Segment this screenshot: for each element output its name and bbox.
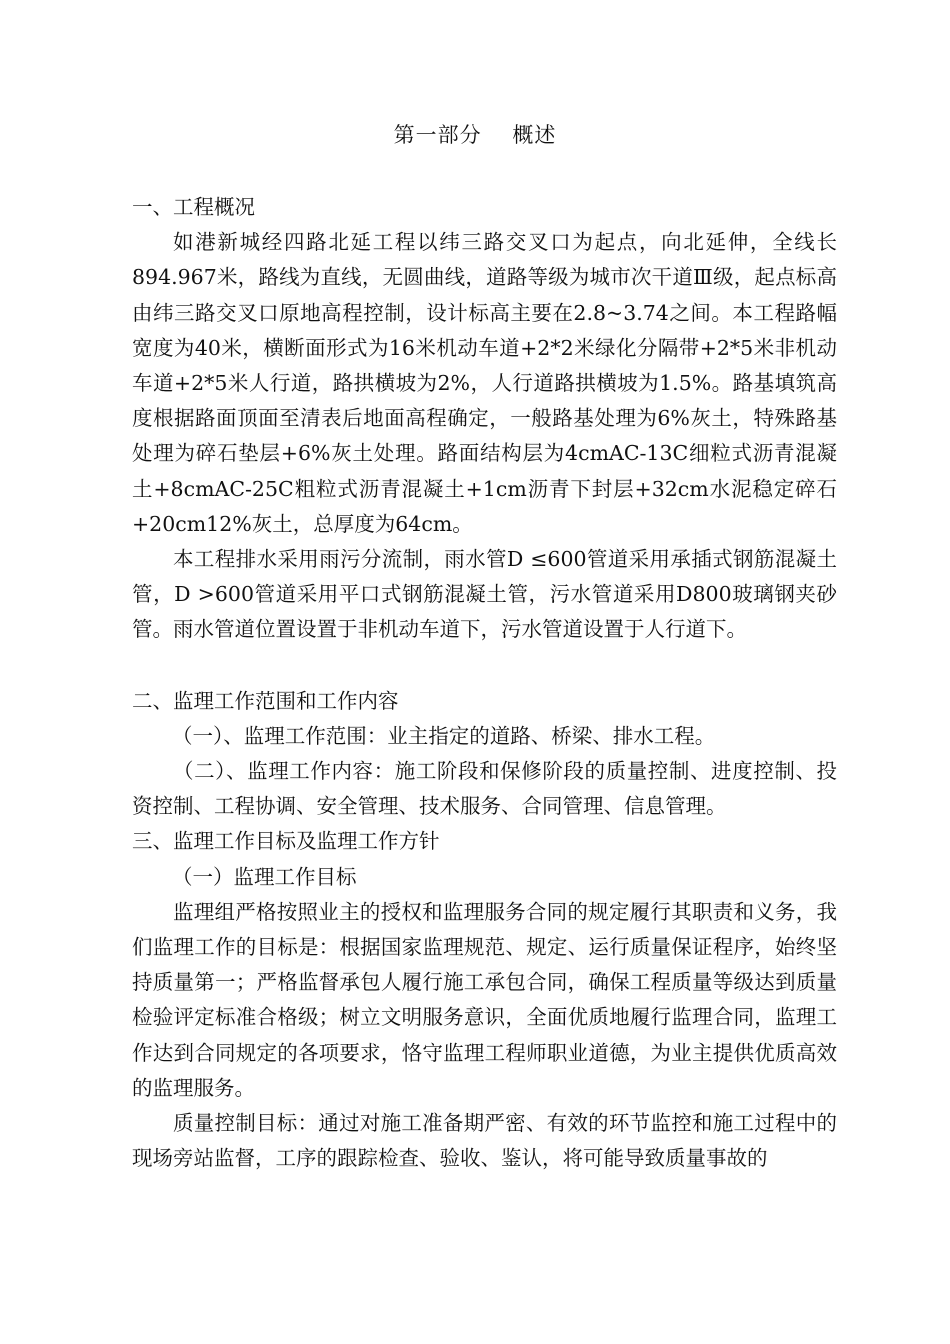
section-heading-scope: 二、监理工作范围和工作内容 bbox=[132, 688, 399, 713]
paragraph-goals: 监理组严格按照业主的授权和监理服务合同的规定履行其职责和义务，我们监理工作的目标是：根据国家监理规范、规定、运行质量保证程序，始终坚持质量第一；严格监督承包人履行施工承包合同，确保工程质量等级达到质量检验评定标准合格级；树立文明服务意识，全面优质地履行监理合同，监理工作达到合同规定的各项要求，恪守监理工程师职业道德，为业主提供优质高效的监理服务。 bbox=[132, 899, 837, 1100]
paragraph-quality-control: 质量控制目标：通过对施工准备期严密、有效的环节监控和施工过程中的现场旁站监督，工序的跟踪检查、验收、鉴认，将可能导致质量事故的 bbox=[132, 1111, 837, 1171]
scope-item-range: （一）、监理工作范围：业主指定的道路、桥梁、排水工程。 bbox=[172, 723, 716, 748]
section-spacer bbox=[132, 648, 837, 684]
section-heading-goals: 三、监理工作目标及监理工作方针 bbox=[132, 829, 440, 854]
section-heading-overview: 一、工程概况 bbox=[132, 195, 255, 219]
document-body bbox=[132, 190, 837, 1176]
scope-item-content: （二）、监理工作内容：施工阶段和保修阶段的质量控制、进度控制、投资控制、工程协调、安全管理、技术服务、合同管理、信息管理。 bbox=[132, 759, 837, 819]
paragraph-project-overview: 如港新城经四路北延工程以纬三路交叉口为起点，向北延伸，全线长894.967米，路线为直线，无圆曲线，道路等级为城市次干道Ⅲ级，起点标高由纬三路交叉口原地高程控制，设计标高主要在2.8~3.74之间。本工程路幅宽度为40米，横断面形式为16米机动车道+2*2米绿化分隔带+2*5米非机动车道+2*5米人行道，路拱横坡为2%，人行道路拱横坡为1.5%。路基填筑高度根据路面顶面至清表后地面高程确定，一般路基处理为6%灰土，特殊路基处理为碎石垫层+6%灰土处理。路面结构层为4cmAC-13C细粒式沥青混凝土+8cmAC-25C粗粒式沥青混凝土+1cm沥青下封层+32cm水泥稳定碎石+20cm12%灰土，总厚度为64cm。 bbox=[132, 230, 837, 536]
subheading-goals: （一）监理工作目标 bbox=[172, 864, 357, 889]
page-title: 第一部分 概述 bbox=[393, 123, 557, 147]
paragraph-drainage: 本工程排水采用雨污分流制，雨水管D ≤600管道采用承插式钢筋混凝土管，D >600管道采用平口式钢筋混凝土管，污水管道采用D800玻璃钢夹砂管。雨水管道位置设置于非机动车道下，污水管道设置于人行道下。 bbox=[132, 547, 837, 642]
